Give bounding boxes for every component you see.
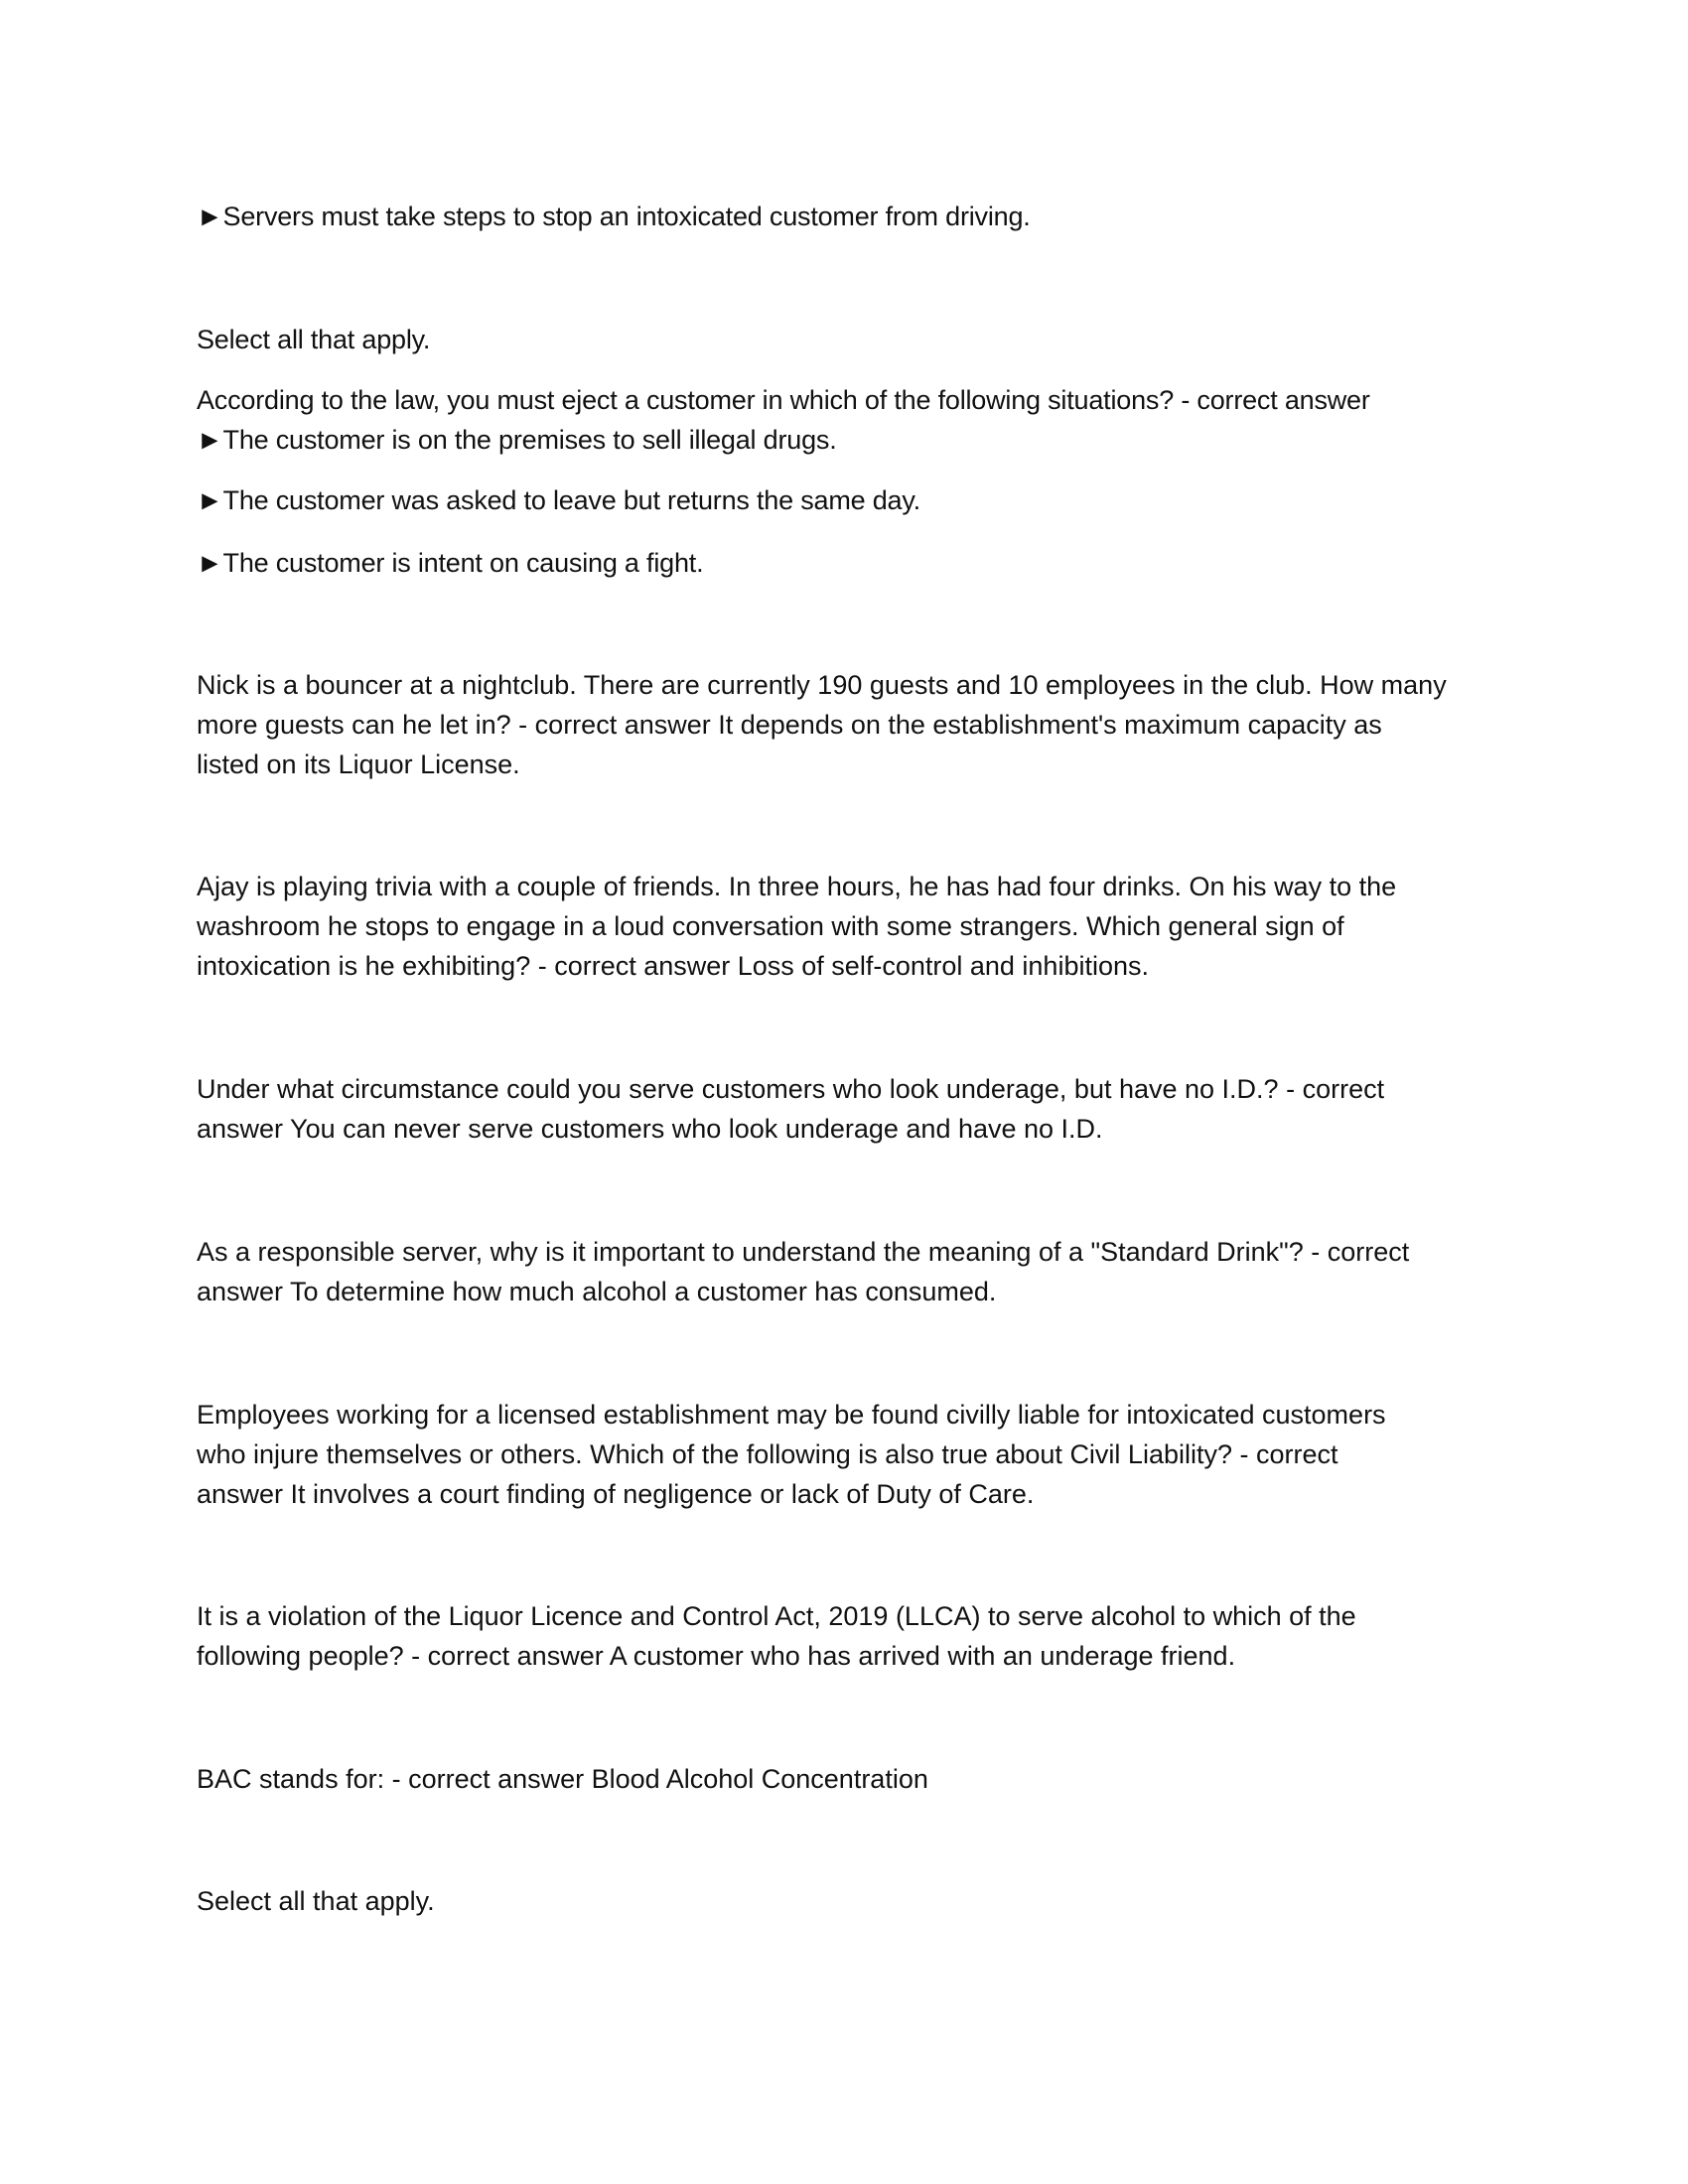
text-line: It is a violation of the Liquor Licence and Control Act, 2019 (LLCA) to serve alcohol to which of the [197, 1601, 1356, 1631]
qa-signs-of-intoxication [197, 867, 1507, 986]
text-line: listed on its Liquor License. [197, 750, 520, 779]
text-line: answer You can never serve customers who look underage and have no I.D. [197, 1114, 1103, 1144]
text-line: Under what circumstance could you serve customers who look underage, but have no I.D.? - correct [197, 1074, 1385, 1104]
qa-standard-drink [197, 1232, 1507, 1311]
text-line: Select all that apply. [197, 1886, 435, 1916]
qa-civil-liability [197, 1395, 1507, 1514]
qa-underage-no-id [197, 1069, 1507, 1149]
bullet-answer-servers-stop-driving: ►Servers must take steps to stop an intoxicated customer from driving. [197, 202, 1031, 231]
text-line: As a responsible server, why is it important to understand the meaning of a "Standard Drink"? - correct [197, 1237, 1410, 1267]
select-all-instruction: Select all that apply. [197, 325, 431, 354]
text-line: following people? - correct answer A customer who has arrived with an underage friend. [197, 1641, 1236, 1671]
text-line: answer It involves a court finding of negligence or lack of Duty of Care. [197, 1479, 1035, 1509]
qa-nightclub-capacity [197, 665, 1507, 784]
text-line: more guests can he let in? - correct answer It depends on the establishment's maximum capacity as [197, 710, 1382, 740]
text-line: Ajay is playing trivia with a couple of friends. In three hours, he has had four drinks. On his way to the [197, 872, 1397, 901]
text-line: BAC stands for: - correct answer Blood Alcohol Concentration [197, 1764, 928, 1794]
text-line: intoxication is he exhibiting? - correct answer Loss of self-control and inhibitions. [197, 951, 1149, 981]
bullet-answer-returns-same-day: ►The customer was asked to leave but returns the same day. [197, 485, 920, 515]
text-line: who injure themselves or others. Which of the following is also true about Civil Liability? - correct [197, 1439, 1338, 1469]
bullet-answer-causing-fight: ►The customer is intent on causing a fight. [197, 548, 704, 578]
bullet-answer-illegal-drugs: ►The customer is on the premises to sell illegal drugs. [197, 425, 837, 455]
select-all-instruction-2 [197, 1881, 1507, 1921]
text-line: Employees working for a licensed establishment may be found civilly liable for intoxicated customers [197, 1400, 1386, 1430]
qa-bac-definition [197, 1759, 1507, 1799]
qa-llca-violation [197, 1596, 1507, 1676]
text-line: answer To determine how much alcohol a customer has consumed. [197, 1277, 997, 1306]
question-eject-customer: According to the law, you must eject a customer in which of the following situations? - correct answer [197, 385, 1370, 415]
text-line: washroom he stops to engage in a loud conversation with some strangers. Which general sign of [197, 911, 1344, 941]
text-line: Nick is a bouncer at a nightclub. There are currently 190 guests and 10 employees in the club. How many [197, 670, 1447, 700]
